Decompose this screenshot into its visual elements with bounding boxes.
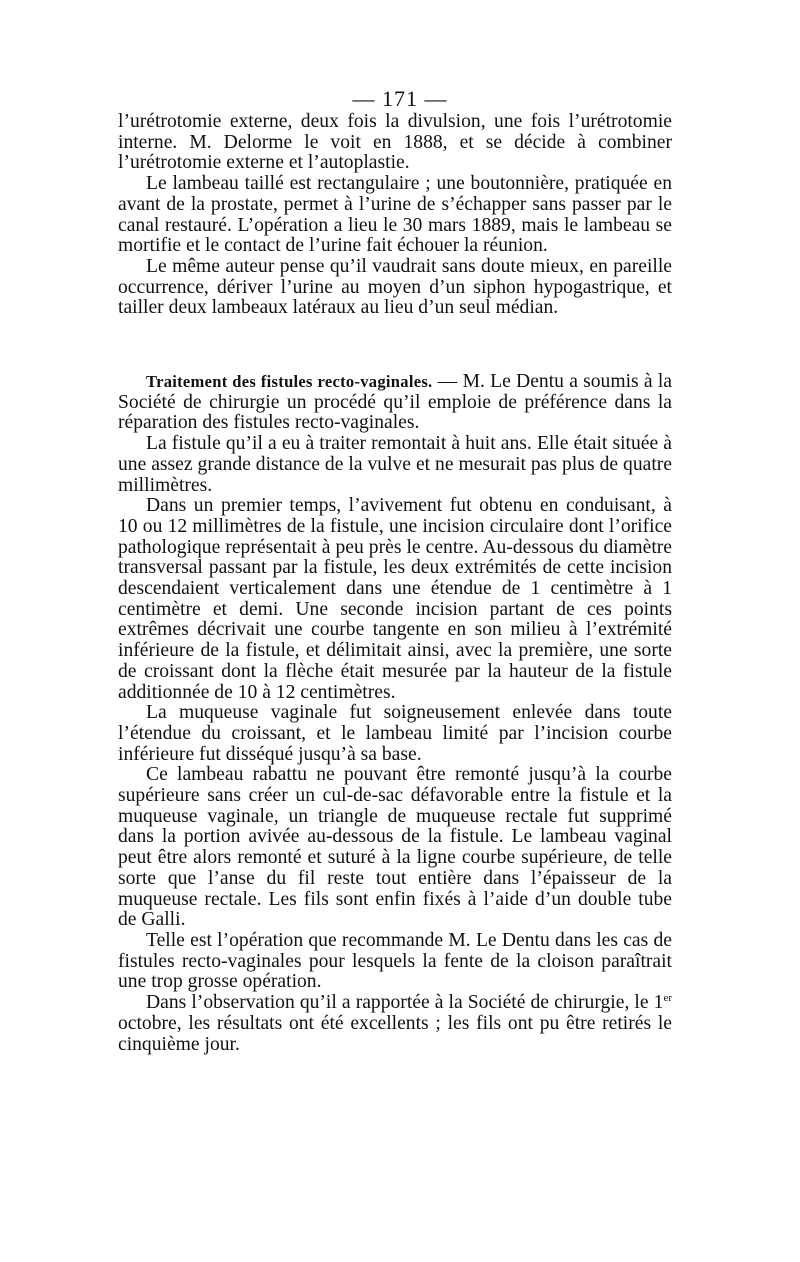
paragraph — [118, 993, 672, 1055]
section-intro-paragraph — [118, 372, 672, 434]
paragraph-text: octobre, les résultats ont été excellents ; les fils ont pu être retirés le cinquième jour. — [118, 1012, 672, 1055]
paragraph: Telle est l’opération que recommande M. Le Dentu dans les cas de fistules recto-vaginales pour lesquels la fente de la cloison paraîtrait une trop grosse opération. — [118, 929, 672, 993]
paragraph-text: Dans l’observation qu’il a rapportée à la Société de chirurgie, le 1 — [146, 992, 664, 1014]
section-recto-vaginal-fistulas — [118, 372, 672, 1055]
ordinal-superscript: er — [663, 992, 672, 1005]
paragraph: La muqueuse vaginale fut soigneusement enlevée dans toute l’étendue du croissant, et le lambeau limité par l’incision courbe inférieure fut disséqué jusqu’à sa base. — [118, 702, 672, 765]
paragraph: Le lambeau taillé est rectangulaire ; une boutonnière, pratiquée en avant de la prostate, permet à l’urine de s’échapper sans passer par le canal restauré. L’opération a lieu le 30 mars 1889, mais le lambeau se mortifie et le contact de l’urine fait échouer la réunion. — [118, 173, 672, 257]
section-heading: Traitement des fistules recto-vaginales. — [146, 372, 433, 391]
paragraph: Le même auteur pense qu’il vaudrait sans doute mieux, en pareille occurrence, dériver l’urine au moyen d’un siphon hypogastrique, et tailler deux lambeaux latéraux au lieu d’un seul médian. — [118, 255, 672, 319]
section-lead-in: — M. Le Dentu a soumis à la Société de chirurgie un procédé qu’il emploie de préférence dans la réparation des fistules recto-vaginales. — [118, 371, 673, 434]
page-number: — 171 — — [352, 86, 448, 111]
paragraph: La fistule qu’il a eu à traiter remontait à huit ans. Elle était située à une assez grande distance de la vulve et ne mesurait pas plus de quatre millimètres. — [118, 433, 672, 496]
text-block-top — [118, 112, 672, 319]
paragraph: Dans un premier temps, l’avivement fut obtenu en conduisant, à 10 ou 12 millimètres de la fistule, une incision circulaire dont l’orifice pathologique représentait à peu près le centre. Au-dessous du diamètre transversal passant par la fistule, les deux extrémités de cette incision descendaient verticalement dans une étendue de 1 centimètre à 1 centimètre et demi. Une seconde incision partant de ces points extrêmes décrivait une courbe tangente en son milieu à l’extrémité inférieure de la fistule, et délimitait ainsi, avec la première, une sorte de croissant dont la flèche était mesurée par la hauteur de la fistule additionnée de 10 à 12 centimètres. — [118, 495, 672, 703]
paragraph: l’urétrotomie externe, deux fois la divulsion, une fois l’urétrotomie interne. M. Delorme le voit en 1888, et se décide à combiner l’urétrotomie externe et l’autoplastie. — [118, 111, 672, 174]
paragraph: Ce lambeau rabattu ne pouvant être remonté jusqu’à la courbe supérieure sans créer un cul-de-sac défavorable entre la fistule et la muqueuse vaginale, un triangle de muqueuse rectale fut supprimé dans la portion avivée au-dessous de la fistule. Le lambeau vaginal peut être alors remonté et suturé à la ligne courbe supérieure, de telle sorte que l’anse du fil reste tout entière dans l’épaisseur de la muqueuse rectale. Les fils sont enfin fixés à l’aide d’un double tube de Galli. — [118, 764, 672, 931]
